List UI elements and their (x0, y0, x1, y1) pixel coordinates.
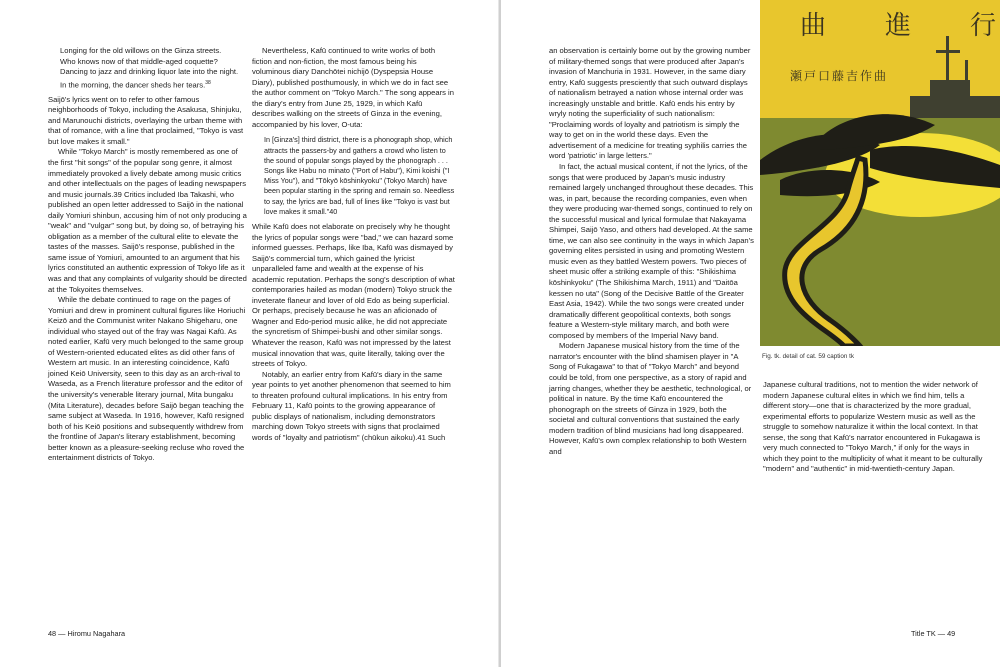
paragraph: In fact, the actual musical content, if not the lyrics, of the songs that were produced by Japan's music industry remained largely unchanged throughout these decades. This was, in part, because the recording companies, even when they were producing war-themed songs, continued to rely on the successful musical and lyrical formulae that Nakayama Shimpei, Saijō Yaso, and others had developed. At the same time, we can also see continuity in the ways in which Japan's governing elites persisted in using and promoting Western music even as they battled Western powers. Two pieces of sheet music offer a striking example of this: "Shikishima kōshinkyoku" (The Shikishima March, 1911) and "Daitōa kessen no uta" (Song of the Decisive Battle of the Greater East Asia, 1942). While the two songs were created under dramatically different geopolitical contexts, both songs feature a Western-style military march, and both were composed by members of the Imperial Navy band. (549, 162, 754, 340)
sheet-music-cover-image (760, 0, 1000, 346)
right-column-1 (549, 46, 754, 457)
cover-subtitle: 瀬戸口藤吉作曲 (790, 69, 889, 83)
block-quote: In [Ginza's] third district, there is a phonograph shop, which attracts the passers-by and gathers a crowd who listen to the sound of popular songs played by the phonograph . . . Songs like Habu no minato ("Port of Habu"), Kimi koishi ("I Miss You"), and "Tōkyō kōshinkyoku" (Tokyo March) have been popular starting in the spring and remain so. Needless to say, the lyrics are bad, full of lines like "Tokyo is vast but love makes it small."40 (264, 135, 455, 216)
page-folio-left: 48 — Hiromu Nagahara (48, 629, 126, 638)
verse-line: In the morning, the dancer sheds her tears. (60, 80, 206, 90)
left-column-2 (252, 46, 455, 443)
paragraph: an observation is certainly borne out by the growing number of military-themed songs that were produced after Japan's invasion of Manchuria in 1931. However, in the same diary entry, Kafū suggests presciently that such outward displays of nationalism betrayed a nation whose internal order was increasingly unstable and brittle. Kafū ends his entry by wryly noting the superficiality of such nationalism: "Proclaiming words of loyalty and patriotism is simply the way to get on in the world these days. Even the advertisement of a medicine for treating syphilis carries the word 'patriotic' in large letters." (549, 46, 751, 161)
figure-caption: Fig. tk. detail of cat. 59 caption tk (762, 353, 855, 360)
paragraph: Saijō's lyrics went on to refer to other famous neighborhoods of Tokyo, including the Asakusa, Shinjuku, and Marunouchi districts, overlaying the urban theme with that of romance, with a line that proclaimed, "Tokyo is vast but love makes it small." (48, 94, 244, 146)
verse-line: Longing for the old willows on the Ginza streets. (60, 46, 222, 55)
left-page (0, 0, 499, 667)
page-folio-right: Title TK — 49 (911, 629, 956, 638)
paragraph: Notably, an earlier entry from Kafū's diary in the same year points to yet another phenomenon that seemed to him to threaten profound cultural implications. In his entry from February 11, Kafū points to the growing appearance of public displays of nationalism, including demonstrators marching down Tokyo streets with signs that proclaimed words of "loyalty and patriotism" (chūkun aikoku).41 Such (252, 369, 451, 442)
verse-line: Who knows now of that middle-aged coquette? (60, 56, 218, 66)
right-column-2 (763, 380, 985, 475)
verse-line: Dancing to jazz and drinking liquor late into the night. (60, 67, 239, 77)
cover-title-glyph: 行 (970, 11, 997, 41)
paragraph: While Kafū does not elaborate on precisely why he thought the lyrics of popular songs were "bad," we can hazard some informed guesses. Perhaps, like Iba, Kafū was dismayed by Saijō's commercial turn, which gained the lyricist unparalleled fame and wealth at the expense of his academic reputation. Perhaps the song's description of what contemporaries hailed as modan (modern) Tokyo struck the inveterate flaneur and lover of old Edo as being superficial. Or perhaps, precisely because he was an aficionado of Wagner and Edo-period music alike, he did not appreciate the syncretism of Shimpei-bushi and other similar songs. Whatever the reason, Kafū was not impressed by the latest musical innovation that was, quite literally, taking over the streets of Tokyo. (252, 222, 455, 369)
paragraph: While "Tokyo March" is mostly remembered as one of the first "hit songs" of the popular song genre, it almost immediately provoked a lively debate among music critics and other intellectuals on the pages of leading newspapers and music journals.39 Critics included Iba Takashi, who published an open letter addressed to Saijō in the national daily Yomiuri shinbun, accusing him of not only producing a "weak" and "vulgar" song but, by doing so, of betraying his obligation as a member of the cultural elite to elevate the tastes of the masses. Saijō's response, published in the same issue of Yomiuri, amounted to an argument that his lyrics constituted an authentic expression of Tokyo life as it was and that any complaints of vulgarity should be directed at the Tokyoites themselves. (48, 147, 247, 294)
paragraph: Modern Japanese musical history from the time of the narrator's encounter with the blind shamisen player in "A Song of Fukagawa" to that of "Tokyo March" and beyond could be told, from one perspective, as a story of rapid and jarring changes, whether they be aesthetic, technological, or political in nature. By the time Kafū encountered the phonograph on the streets of Ginza in 1929, both the societal and cultural conventions that sustained the early modern tradition of blind musicians had long disappeared. However, Kafū's own complex relationship to both Western and (549, 341, 752, 456)
cover-title-glyph: 進 (885, 11, 912, 41)
paragraph: While the debate continued to rage on the pages of Yomiuri and drew in prominent cultural figures like Horiuchi Keizō and the Communist writer Nakano Shigeharu, one individual who stayed out of the fray was Nagai Kafū. As noted earlier, Kafū very much belonged to the same group of Western-oriented educated elites as did other fans of Western art music. In an interesting coincidence, Kafū joined Keiō University, seen to this day as an arch-rival to Waseda, as a French literature professor and the editor of the university's venerable literary journal, Mita bungaku (Mita Literature), decades before Saijō began teaching the same subject at Waseda. In 1916, however, Kafū resigned both of his Keiō positions and subsequently withdrew from the frontline of Japan's literary establishment, becoming better known as a pleasure-seeking recluse who roved the entertainment districts of Tokyo. (48, 295, 246, 463)
paragraph: Japanese cultural traditions, not to mention the wider network of modern Japanese cultural elites in which we find him, tells a different story—one that is characterized by the more gradual, experimental efforts to popularize Western music as well as the struggle to somehow naturalize it within the local context. In that sense, the song that Kafū's narrator encountered in Fukagawa is very much connected to "Tokyo March," if only for the ways in which they point to the multiplicity of what it meant to be culturally "modern" and "authentic" in mid-twentieth-century Japan. (763, 380, 983, 474)
paragraph: Nevertheless, Kafū continued to write works of both fiction and non-fiction, the most famous being his voluminous diary Danchōtei nichijō (Dyspepsia House Diary), published posthumously, in which we do in fact see the author comment on "Tokyo March." The song appears in the diary's entry from June 25, 1929, in which Kafū describes walking on the streets of Ginza in the evening, accompanied by his lover, O-uta: (252, 46, 454, 129)
left-column-1 (48, 46, 248, 464)
cover-title-glyph: 曲 (800, 11, 827, 41)
cover-illustration (760, 0, 1000, 346)
verse-block (60, 46, 248, 91)
footnote-ref: 38 (205, 79, 211, 86)
